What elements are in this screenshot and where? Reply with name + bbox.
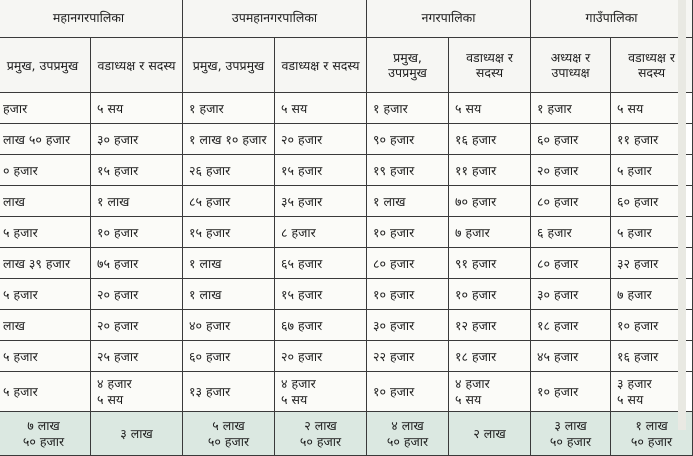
group-header-rural-municipality: गाउँपालिका [531, 0, 693, 38]
subheader-cell: वडाध्यक्ष र सदस्य [611, 38, 693, 93]
table-cell: ३५ हजार [275, 186, 367, 217]
table-cell: ६७ हजार [275, 310, 367, 341]
table-cell: १६ हजार [449, 124, 531, 155]
table-cell: १० हजार [367, 279, 449, 310]
table-cell: लाख ५० हजार [0, 124, 91, 155]
table-cell: ३० हजार [367, 310, 449, 341]
table-cell: ६० हजार [531, 124, 611, 155]
table-cell: ८० हजार [531, 186, 611, 217]
table-cell: ३० हजार [91, 124, 183, 155]
table-cell: १६ हजार [611, 341, 693, 372]
table-cell: ५ हजार [0, 341, 91, 372]
table-cell: १५ हजार [275, 155, 367, 186]
subheader-cell: वडाध्यक्ष र सदस्य [275, 38, 367, 93]
table-cell: ४ हजार ५ सय [275, 372, 367, 412]
table-cell: २० हजार [91, 310, 183, 341]
table-cell: १५ हजार [275, 279, 367, 310]
table-cell: लाख ३९ हजार [0, 248, 91, 279]
table-cell: १ लाख १० हजार [183, 124, 275, 155]
table-cell: १९ हजार [367, 155, 449, 186]
table-cell: २५ हजार [91, 341, 183, 372]
table-cell: १ लाख [91, 186, 183, 217]
table-row [0, 93, 693, 124]
subheader-cell: प्रमुख, उपप्रमुख [183, 38, 275, 93]
subheader-cell: अध्यक्ष र उपाध्यक्ष [531, 38, 611, 93]
table-cell: ८० हजार [367, 248, 449, 279]
table-cell: ९१ हजार [449, 248, 531, 279]
table-cell: २० हजार [275, 341, 367, 372]
table-cell: २० हजार [91, 279, 183, 310]
total-row [0, 412, 693, 456]
subheader-cell: प्रमुख, उपप्रमुख [367, 38, 449, 93]
table-cell: ५ हजार [0, 217, 91, 248]
table-cell: ५ हजार [0, 279, 91, 310]
table-row [0, 310, 693, 341]
table-cell: १५ हजार [183, 217, 275, 248]
table-cell: ७ हजार [449, 217, 531, 248]
table-body [0, 93, 693, 456]
table-cell: ८ हजार [275, 217, 367, 248]
table-cell: ५ सय [275, 93, 367, 124]
subheader-cell: वडाध्यक्ष र सदस्य [449, 38, 531, 93]
table-cell: ११ हजार [611, 124, 693, 155]
table-cell: ८० हजार [531, 248, 611, 279]
table-cell: ६० हजार [611, 186, 693, 217]
table-cell: २ लाख [449, 412, 531, 456]
table-cell: ५ सय [449, 93, 531, 124]
table-cell: ३ लाख [91, 412, 183, 456]
table-cell: १ हजार [367, 93, 449, 124]
table-cell: ७५ हजार [91, 248, 183, 279]
table-cell: २२ हजार [367, 341, 449, 372]
table-cell: ५ लाख ५० हजार [183, 412, 275, 456]
group-header-submetropolitan: उपमहानगरपालिका [183, 0, 367, 38]
table-cell: ४ हजार ५ सय [91, 372, 183, 412]
table-cell: ९० हजार [367, 124, 449, 155]
table-cell: १० हजार [91, 217, 183, 248]
table-cell: ७ लाख ५० हजार [0, 412, 91, 456]
table-cell: ५ हजार [0, 372, 91, 412]
group-header-metropolitan: महानगरपालिका [0, 0, 183, 38]
table-cell: लाख [0, 310, 91, 341]
page-edge [678, 0, 686, 430]
subheader-cell: प्रमुख, उपप्रमुख [0, 38, 91, 93]
table-cell: ३ हजार ५ सय [611, 372, 693, 412]
table-cell: ७० हजार [449, 186, 531, 217]
table-cell: १० हजार [367, 372, 449, 412]
table-cell: ४० हजार [183, 310, 275, 341]
table-cell: १३ हजार [183, 372, 275, 412]
table-cell: २ लाख ५० हजार [275, 412, 367, 456]
table-cell: १ हजार [183, 93, 275, 124]
table-cell: ६५ हजार [275, 248, 367, 279]
table-cell: २० हजार [531, 155, 611, 186]
table-cell: ४५ हजार [531, 341, 611, 372]
table-row [0, 124, 693, 155]
table-cell: १ हजार [531, 93, 611, 124]
table-cell: ६ हजार [531, 217, 611, 248]
table-cell: ७ हजार [611, 279, 693, 310]
table-cell: १५ हजार [91, 155, 183, 186]
table-cell: १० हजार [367, 217, 449, 248]
table-row [0, 186, 693, 217]
table-row [0, 279, 693, 310]
group-header-municipality: नगरपालिका [367, 0, 531, 38]
table-cell: २० हजार [275, 124, 367, 155]
table-row [0, 217, 693, 248]
table-cell: ० हजार [0, 155, 91, 186]
table-row [0, 155, 693, 186]
table-cell: ६० हजार [183, 341, 275, 372]
table-cell: १ लाख [183, 248, 275, 279]
table-cell: २६ हजार [183, 155, 275, 186]
table-cell: ४ हजार ५ सय [449, 372, 531, 412]
table-cell: १ लाख ५० हजार [611, 412, 693, 456]
table-cell: ३ लाख ५० हजार [531, 412, 611, 456]
table-cell: १० हजार [449, 279, 531, 310]
table-row [0, 248, 693, 279]
table-cell: ५ हजार [611, 217, 693, 248]
table-cell: १० हजार [611, 310, 693, 341]
table-cell: ३२ हजार [611, 248, 693, 279]
table-cell: ४ लाख ५० हजार [367, 412, 449, 456]
table-cell: ५ सय [91, 93, 183, 124]
table-row [0, 341, 693, 372]
table-cell: ११ हजार [449, 155, 531, 186]
table-row [0, 372, 693, 412]
table-cell: लाख [0, 186, 91, 217]
table-cell: ८५ हजार [183, 186, 275, 217]
table-cell: १ लाख [183, 279, 275, 310]
table-cell: हजार [0, 93, 91, 124]
table-cell: १८ हजार [449, 341, 531, 372]
table-cell: १८ हजार [531, 310, 611, 341]
table-cell: ५ हजार [611, 155, 693, 186]
table-cell: ३० हजार [531, 279, 611, 310]
table-cell: १ लाख [367, 186, 449, 217]
table-cell: ५ सय [611, 93, 693, 124]
subheader-cell: वडाध्यक्ष र सदस्य [91, 38, 183, 93]
table-cell: १० हजार [531, 372, 611, 412]
table-cell: १२ हजार [449, 310, 531, 341]
